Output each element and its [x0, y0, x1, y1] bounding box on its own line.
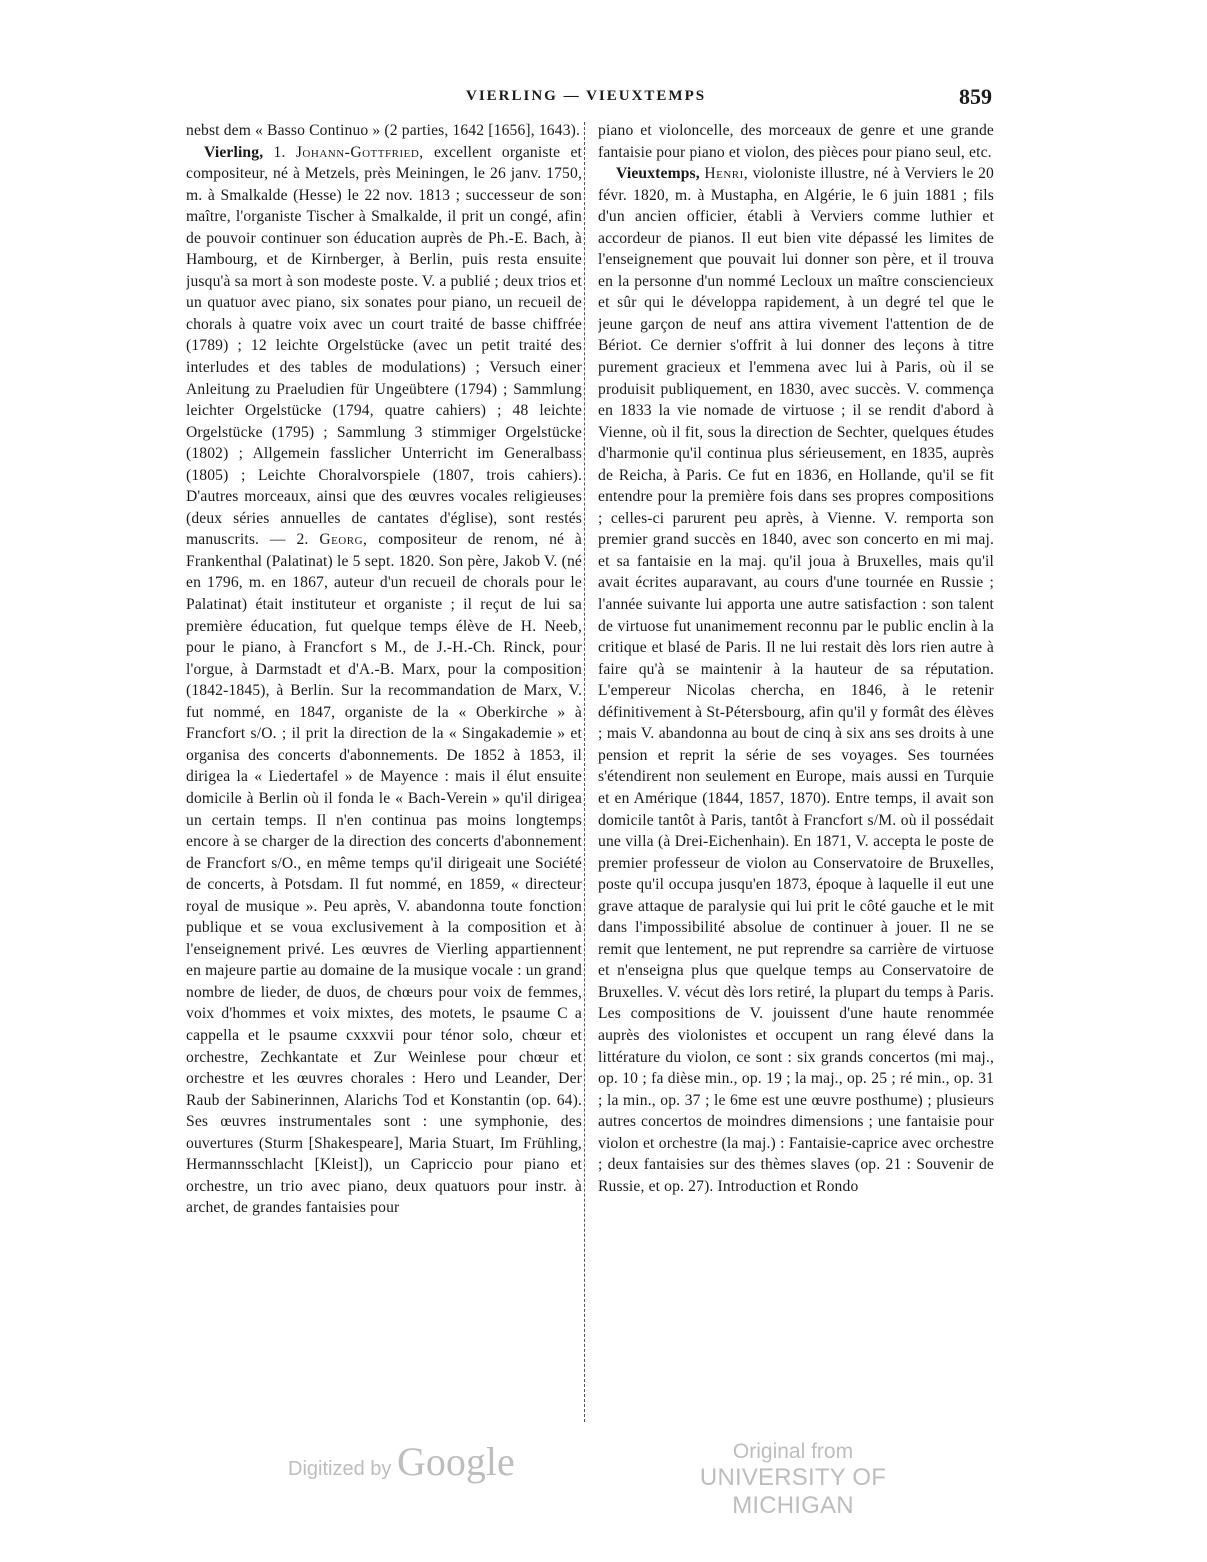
entry-text-georg: compositeur de renom, né à Frankenthal (Palatinat) le 5 sept. 1820. Son père, Jakob V. (né en 1796, m. en 1867, auteur d'un recueil de chorals pour le Palatinat) était instituteur et organiste ; il reçut de lui sa première éducation, fut quelque temps élève de H. Neeb, pour le piano, à Francfort s M., de J.-H.-Ch. Rinck, pour l'orgue, à Darmstadt et d'A.-B. Marx, pour la composition (1842-1845), à Berlin. Sur la recommandation de Marx, V. fut nommé, en 1847, organiste de la « Oberkirche » à Francfort s/O. ; il prit la direction de la « Singakademie » et organisa des concerts d'abonnements. De 1852 à 1853, il dirigea la « Liedertafel » de Mayence : mais il élut ensuite domicile à Berlin où il fonda le « Bach-Verein » qu'il dirigea un certain temps. Il n'en continua pas moins longtemps encore à se charger de la direction des concerts d'abonnement de Francfort s/O., en même temps qu'il dirigeait une Société de concerts, à Potsdam. Il fut nommé, en 1859, « directeur royal de musique ». Peu après, V. abandonna toute fonction publique et se voua exclusivement à la composition et à l'enseignement privé. Les œuvres de Vierling appartiennent en majeure partie au domaine de la musique vocale : un grand nombre de lieder, de duos, de chœurs pour voix de femmes, voix d'hommes et voix mixtes, des motets, le psaume C a cappella et le psaume cxxxvii pour ténor solo, chœur et orchestre, Zechkantate et Zur Weinlese pour chœur et orchestre et les œuvres chorales : Hero und Leander, Der Raub der Sabinerinnen, Alarichs Tod et Konstantin (op. 64). Ses œuvres instrumentales sont : une symphonie, des ouvertures (Sturm [Shakespeare], Maria Stuart, Im Frühling, Hermannsschlacht [Kleist]), un Capriccio pour piano et orchestre, un trio avec piano, deux quatuors pour instr. à archet, de grandes fantaisies pour	[186, 531, 582, 1217]
entry-vieuxtemps	[598, 163, 994, 1197]
entry-name-johann-gottfried: Johann-Gottfried,	[295, 143, 424, 161]
institution-name: UNIVERSITY OF MICHIGAN	[699, 1464, 887, 1519]
left-column	[186, 120, 582, 1432]
entry-text: violoniste illustre, né à Verviers le 20 févr. 1820, m. à Mustapha, en Algérie, le 6 juin 1881 ; fils d'un ancien officier, établi à Verviers comme luthier et accordeur de pianos. Il eut bien vite dépassé les limites de l'enseignement que pouvait lui donner son père, et il trouva en la personne d'un nommé Lecloux un maître consciencieux et sûr qui le développa rapidement, à un degré tel que le jeune garçon de neuf ans attira vivement l'attention de de Bériot. Ce dernier s'offrit à lui donner des leçons à titre purement gracieux et l'emmena avec lui à Paris, où il se produisit publiquement, en 1830, avec succès. V. commença en 1833 la vie nomade de virtuose ; il se rendit d'abord à Vienne, où il fit, sous la direction de Sechter, quelques études d'harmonie qu'il continua plus sérieusement, en 1835, auprès de Reicha, à Paris. Ce fut en 1836, en Hollande, qu'il se fit entendre pour la première fois dans ses propres compositions ; celles-ci parurent peu après, à Vienne. V. remporta son premier grand succès en 1840, avec son concerto en mi maj. et sa fantaisie en la maj. qu'il joua à Bruxelles, mais qu'il avait écrites auparavant, au cours d'une tournée en Russie ; l'année suivante lui apporta une autre satisfaction : son talent de virtuose fut unanimement reconnu par le public enclin à la critique et blasé de Paris. Il ne lui restait dès lors rien autre à faire qu'à se maintenir à la hauteur de sa réputation. L'empereur Nicolas chercha, en 1846, à le retenir définitivement à St-Pétersbourg, afin qu'il y formât des élèves ; mais V. abandonna au bout de cinq à six ans ses droits à une pension et reprit la série de ses voyages. Ses tournées s'étendirent non seulement en Europe, mais aussi en Turquie et en Amérique (1844, 1857, 1870). Entre temps, il avait son domicile tantôt à Paris, tantôt à Francfort s/M. où il possédait une villa (à Drei-Eichenhain). En 1871, V. accepta le poste de premier professeur de violon au Conservatoire de Bruxelles, poste qu'il occupa jusqu'en 1873, époque à laquelle il eut une grave attaque de paralysie qui lui prit le côté gauche et le mit dans l'impossibilité absolue de continuer à jouer. Il ne se remit que lentement, ne put reprendre sa carrière de virtuose et n'enseigna plus que quelque temps au Conservatoire de Bruxelles. V. vécut dès lors retiré, la plupart du temps à Paris. Les compositions de V. jouissent d'une haute renommée auprès des violonistes et occupent un rang élevé dans la littérature du violon, ce sont : six grands concertos (mi maj., op. 10 ; fa dièse min., op. 19 ; la maj., op. 25 ; ré min., op. 31 ; la min., op. 37 ; le 6me est une œuvre posthume) ; plusieurs autres concertos de moindres dimensions ; une fantaisie pour violon et orchestre (la maj.) : Fantaisie-caprice avec orchestre ; deux fantaisies sur des thèmes slaves (op. 21 : Souvenir de Russie, et op. 27). Introduction et Rondo	[598, 165, 994, 1195]
entry-text: excellent organiste et compositeur, né à Metzels, près Meiningen, le 26 janv. 1750, m. à Smalkalde (Hesse) le 22 nov. 1813 ; successeur de son maître, l'organiste Tischer à Smalkalde, il prit un congé, afin de pouvoir continuer son éducation auprès de Ph.-E. Bach, à Hambourg, et de Kirnberger, à Berlin, puis resta ensuite jusqu'à sa mort à son modeste poste. V. a publié ; deux trios et un quatuor avec piano, six sonates pour piano, un recueil de chorals à quatre voix avec un court traité de basse chiffrée (1789) ; 12 leichte Orgelstücke (avec un petit traité des interludes et des tables de modulations) ; Versuch einer Anleitung zu Praeludien für Ungeübtere (1794) ; Sammlung leichter Orgelstücke (1794, quatre cahiers) ; 48 leichte Orgelstücke (1795) ; Sammlung 3 stimmiger Orgelstücke (1802) ; Allgemein fasslicher Unterricht im Generalbass (1805) ; Leichte Choralvorspiele (1807, trois cahiers). D'autres morceaux, ainsi que des œuvres vocales religieuses (deux séries annuelles de cantates d'église), sont restés manuscrits. — 2.	[186, 143, 582, 549]
digitized-by-text: Digitized by	[288, 1458, 397, 1480]
entry-name-georg: Georg,	[319, 531, 368, 549]
entry-name-henri: Henri,	[704, 165, 749, 183]
entry-number: 1.	[263, 143, 296, 161]
column-divider	[584, 122, 585, 1422]
entry-vierling	[186, 142, 582, 1219]
page-header	[186, 84, 992, 114]
original-from-watermark	[668, 1440, 918, 1520]
digitized-by-google-watermark	[288, 1438, 515, 1485]
paragraph-continuation: nebst dem « Basso Continuo » (2 parties, 1642 [1656], 1643).	[186, 122, 581, 139]
right-column	[598, 120, 994, 1432]
headword-vieuxtemps: Vieuxtemps,	[616, 165, 700, 183]
original-from-text: Original from	[732, 1440, 854, 1463]
paragraph-continuation: piano et violoncelle, des morceaux de genre et une grande fantaisie pour piano et violon, des pièces pour piano seul, etc.	[598, 122, 994, 161]
headword-vierling: Vierling,	[204, 143, 264, 161]
running-head: VIERLING — VIEUXTEMPS	[466, 88, 707, 104]
page-number: 859	[959, 84, 992, 109]
google-logo: Google	[396, 1439, 515, 1484]
